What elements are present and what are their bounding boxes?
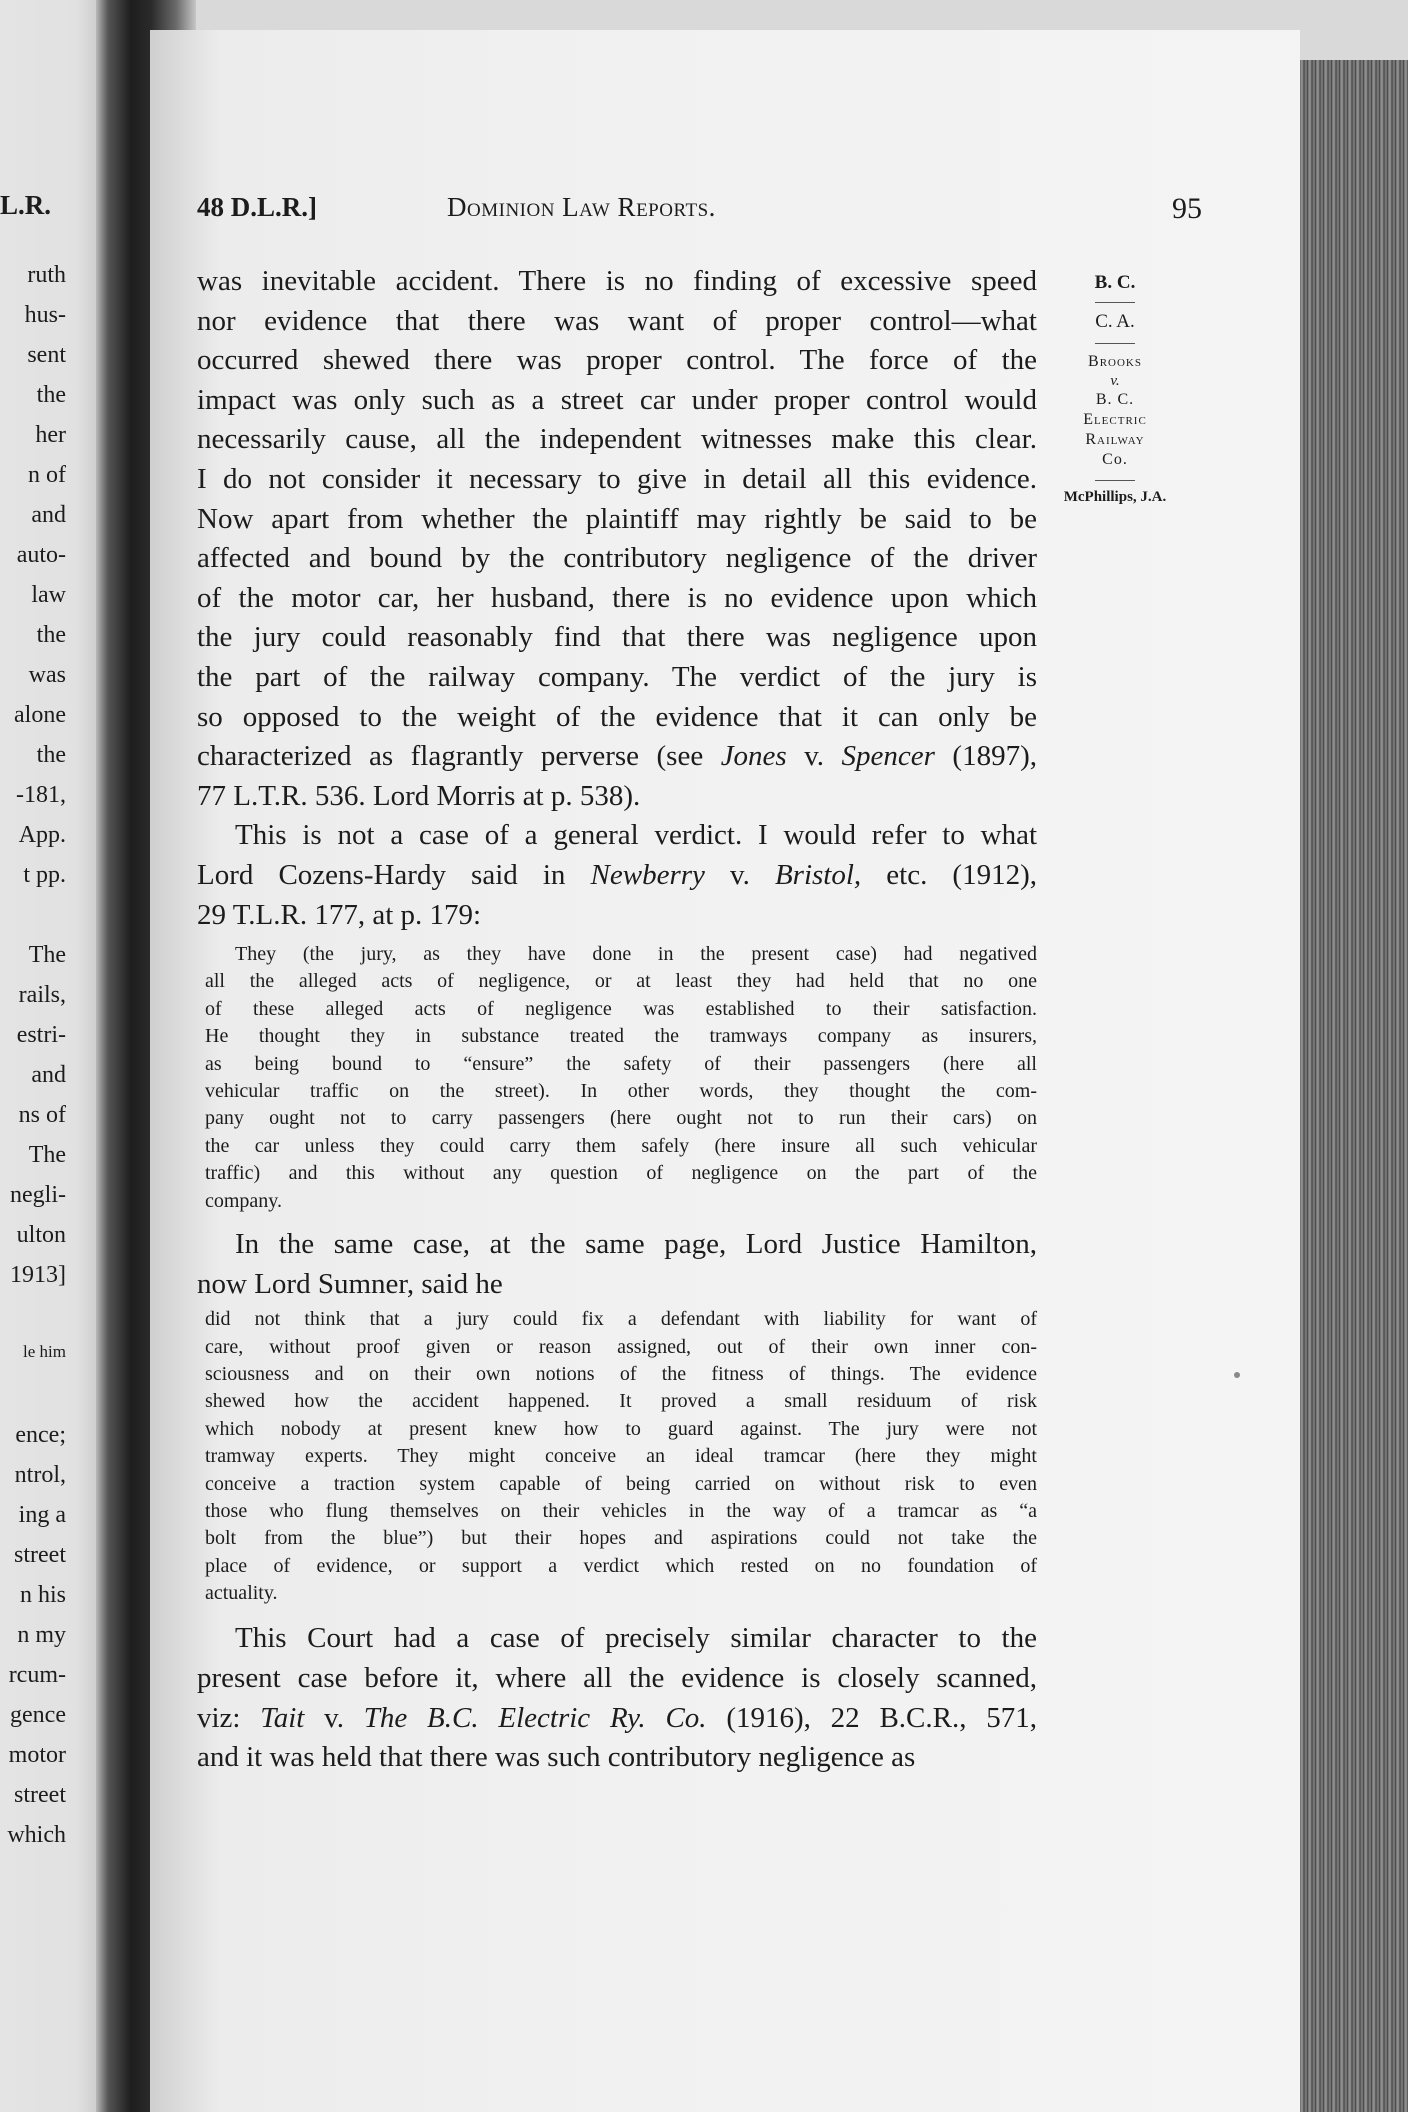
block-quote <box>197 941 1037 1215</box>
fragment-line: gence <box>10 1702 66 1728</box>
fragment-line: ns of <box>18 1102 66 1128</box>
page-edges <box>1300 60 1408 2112</box>
fragment-line: the <box>36 622 66 648</box>
fragment-line: 1913] <box>10 1262 66 1288</box>
fragment-line: n his <box>19 1582 66 1608</box>
text-line: This Court had a case of precisely similar character to the <box>235 1622 1037 1655</box>
text-line: Lord Cozens-Hardy said in Newberry v. Bristol, etc. (1912), <box>197 858 1037 891</box>
case-line: Brooks <box>1088 353 1142 370</box>
quote-line: place of evidence, or support a verdict which rested on no foundation of <box>205 1554 1037 1577</box>
case-line: B. C. <box>1095 391 1135 408</box>
facing-page <box>0 0 96 2112</box>
fragment-line: ntrol, <box>14 1462 66 1488</box>
case-line: Electric <box>1083 411 1147 428</box>
quote-line: actuality. <box>205 1582 278 1605</box>
fragment-line: street <box>14 1542 66 1568</box>
text-line: present case before it, where all the evidence is closely scanned, <box>197 1662 1037 1695</box>
text-line: the jury could reasonably find that there was negligence upon <box>197 621 1037 654</box>
fragment-line: App. <box>18 822 66 848</box>
quote-line: conceive a traction system capable of being carried on without risk to even <box>205 1472 1037 1495</box>
fragment-line: t pp. <box>23 862 66 888</box>
fragment-line: rails, <box>18 982 66 1008</box>
fragment-line: negli- <box>10 1182 66 1208</box>
fragment-line: n of <box>28 462 66 488</box>
fragment-line: the <box>36 382 66 408</box>
block-quote <box>197 1306 1037 1607</box>
divider <box>1095 302 1135 303</box>
text-line: In the same case, at the same page, Lord Justice Hamilton, <box>235 1228 1037 1260</box>
text-line: 77 L.T.R. 536. Lord Morris at p. 538). <box>197 779 641 812</box>
divider <box>1095 343 1135 344</box>
quote-line: company. <box>205 1189 283 1212</box>
quote-line: He thought they in substance treated the tramways company as insurers, <box>205 1025 1037 1048</box>
fragment-line: The <box>28 942 66 968</box>
fragment-line: hus- <box>24 302 66 328</box>
fragment-line: ruth <box>27 262 66 288</box>
quote-line: as being bound to “ensure” the safety of their passengers (here all <box>205 1052 1037 1075</box>
text-line: This is not a case of a general verdict. I would refer to what <box>235 819 1037 852</box>
reporter-title: Dominion Law Reports. <box>447 192 716 222</box>
fragment-line: and <box>31 502 66 528</box>
fragment-line: law <box>31 582 66 608</box>
fragment-line: ence; <box>15 1422 66 1448</box>
fragment-line: her <box>35 422 66 448</box>
fragment-line: sent <box>27 342 66 368</box>
fragment-line: The <box>28 1142 66 1168</box>
quote-line: those who flung themselves on their vehicles in the way of a tramcar as “a <box>205 1499 1037 1522</box>
quote-line: the car unless they could carry them safely (here insure all such vehicular <box>205 1134 1037 1157</box>
quote-line: all the alleged acts of negligence, or at least they had held that no one <box>205 970 1037 993</box>
fragment-line: auto- <box>16 542 66 568</box>
case-line: Co. <box>1102 451 1128 468</box>
fragment-line: street <box>14 1782 66 1808</box>
facing-page-header: L.R. <box>0 190 52 220</box>
text-line: the part of the railway company. The verdict of the jury is <box>197 660 1037 693</box>
case-line: v. <box>1110 373 1120 389</box>
text-line: 29 T.L.R. 177, at p. 179: <box>197 898 482 931</box>
text-line: impact was only such as a street car under proper control would <box>197 383 1037 416</box>
running-head <box>197 192 1202 232</box>
fragment-line: rcum- <box>8 1662 66 1688</box>
division-label: C. A. <box>1095 311 1135 332</box>
quote-line: tramway experts. They might conceive an ideal tramcar (here they might <box>205 1445 1037 1468</box>
paragraph <box>197 262 1037 816</box>
speck <box>1234 1372 1240 1378</box>
fragment-line: and <box>31 1062 66 1088</box>
fragment-line: the <box>36 742 66 768</box>
fragment-line: ulton <box>16 1222 66 1248</box>
quote-line: vehicular traffic on the street). In other words, they thought the com- <box>205 1080 1037 1103</box>
text-line: characterized as flagrantly perverse (see Jones v. Spencer (1897), <box>197 740 1037 773</box>
fragment-line: n my <box>17 1622 66 1648</box>
quote-line: pany ought not to carry passengers (here ought not to run their cars) on <box>205 1107 1037 1130</box>
paragraph <box>197 1225 1037 1304</box>
text-line: so opposed to the weight of the evidence that it can only be <box>197 700 1037 733</box>
quote-line: They (the jury, as they have done in the present case) had negatived <box>235 943 1037 966</box>
quote-line: of these alleged acts of negligence was established to their satisfaction. <box>205 997 1037 1020</box>
fragment-line: alone <box>14 702 66 728</box>
background-corner <box>1300 0 1408 60</box>
quote-line: traffic) and this without any question of negligence on the part of the <box>205 1162 1037 1185</box>
fragment-line: -181, <box>16 782 66 808</box>
quote-line: which nobody at present knew how to guard against. The jury were not <box>205 1417 1037 1440</box>
fragment-line: motor <box>8 1742 66 1768</box>
fragment-line: was <box>28 662 66 688</box>
quote-line: shewed how the accident happened. It proved a small residuum of risk <box>205 1390 1037 1413</box>
fragment-line: ing a <box>18 1502 66 1528</box>
quote-line: sciousness and on their own notions of the fitness of things. The evidence <box>205 1362 1037 1385</box>
text-line: and it was held that there was such contributory negligence as <box>197 1741 916 1774</box>
judge-label: McPhillips, J.A. <box>1063 489 1167 505</box>
quote-line: did not think that a jury could fix a defendant with liability for want of <box>205 1308 1037 1331</box>
paragraph <box>197 816 1037 935</box>
text-line: Now apart from whether the plaintiff may rightly be said to be <box>197 502 1037 535</box>
text-line: was inevitable accident. There is no finding of excessive speed <box>197 265 1037 297</box>
fragment-line: which <box>7 1822 66 1848</box>
case-line: Railway <box>1085 431 1145 448</box>
page-number: 95 <box>1172 192 1202 225</box>
divider <box>1095 480 1135 481</box>
text-line: nor evidence that there was want of proper control—what <box>197 304 1037 337</box>
text-line: now Lord Sumner, said he <box>197 1267 503 1300</box>
fragment-line: estri- <box>16 1022 66 1048</box>
text-line: of the motor car, her husband, there is no evidence upon which <box>197 581 1037 614</box>
text-line: I do not consider it necessary to give in detail all this evidence. <box>197 462 1037 495</box>
text-line: viz: Tait v. The B.C. Electric Ry. Co. (1916), 22 B.C.R., 571, <box>197 1701 1037 1734</box>
quote-line: care, without proof given or reason assigned, out of their own inner con- <box>205 1335 1037 1358</box>
margin-note <box>1050 272 1180 506</box>
text-line: necessarily cause, all the independent witnesses make this clear. <box>197 423 1037 456</box>
opinion-text <box>197 262 1037 1778</box>
paragraph <box>197 1619 1037 1777</box>
quote-line: bolt from the blue”) but their hopes and aspirations could not take the <box>205 1527 1037 1550</box>
court-label: B. C. <box>1094 272 1136 293</box>
text-line: affected and bound by the contributory negligence of the driver <box>197 542 1037 575</box>
volume-citation: 48 D.L.R.] <box>197 192 317 222</box>
fragment-line: le him <box>23 1342 66 1361</box>
text-line: occurred shewed there was proper control. The force of the <box>197 344 1037 377</box>
